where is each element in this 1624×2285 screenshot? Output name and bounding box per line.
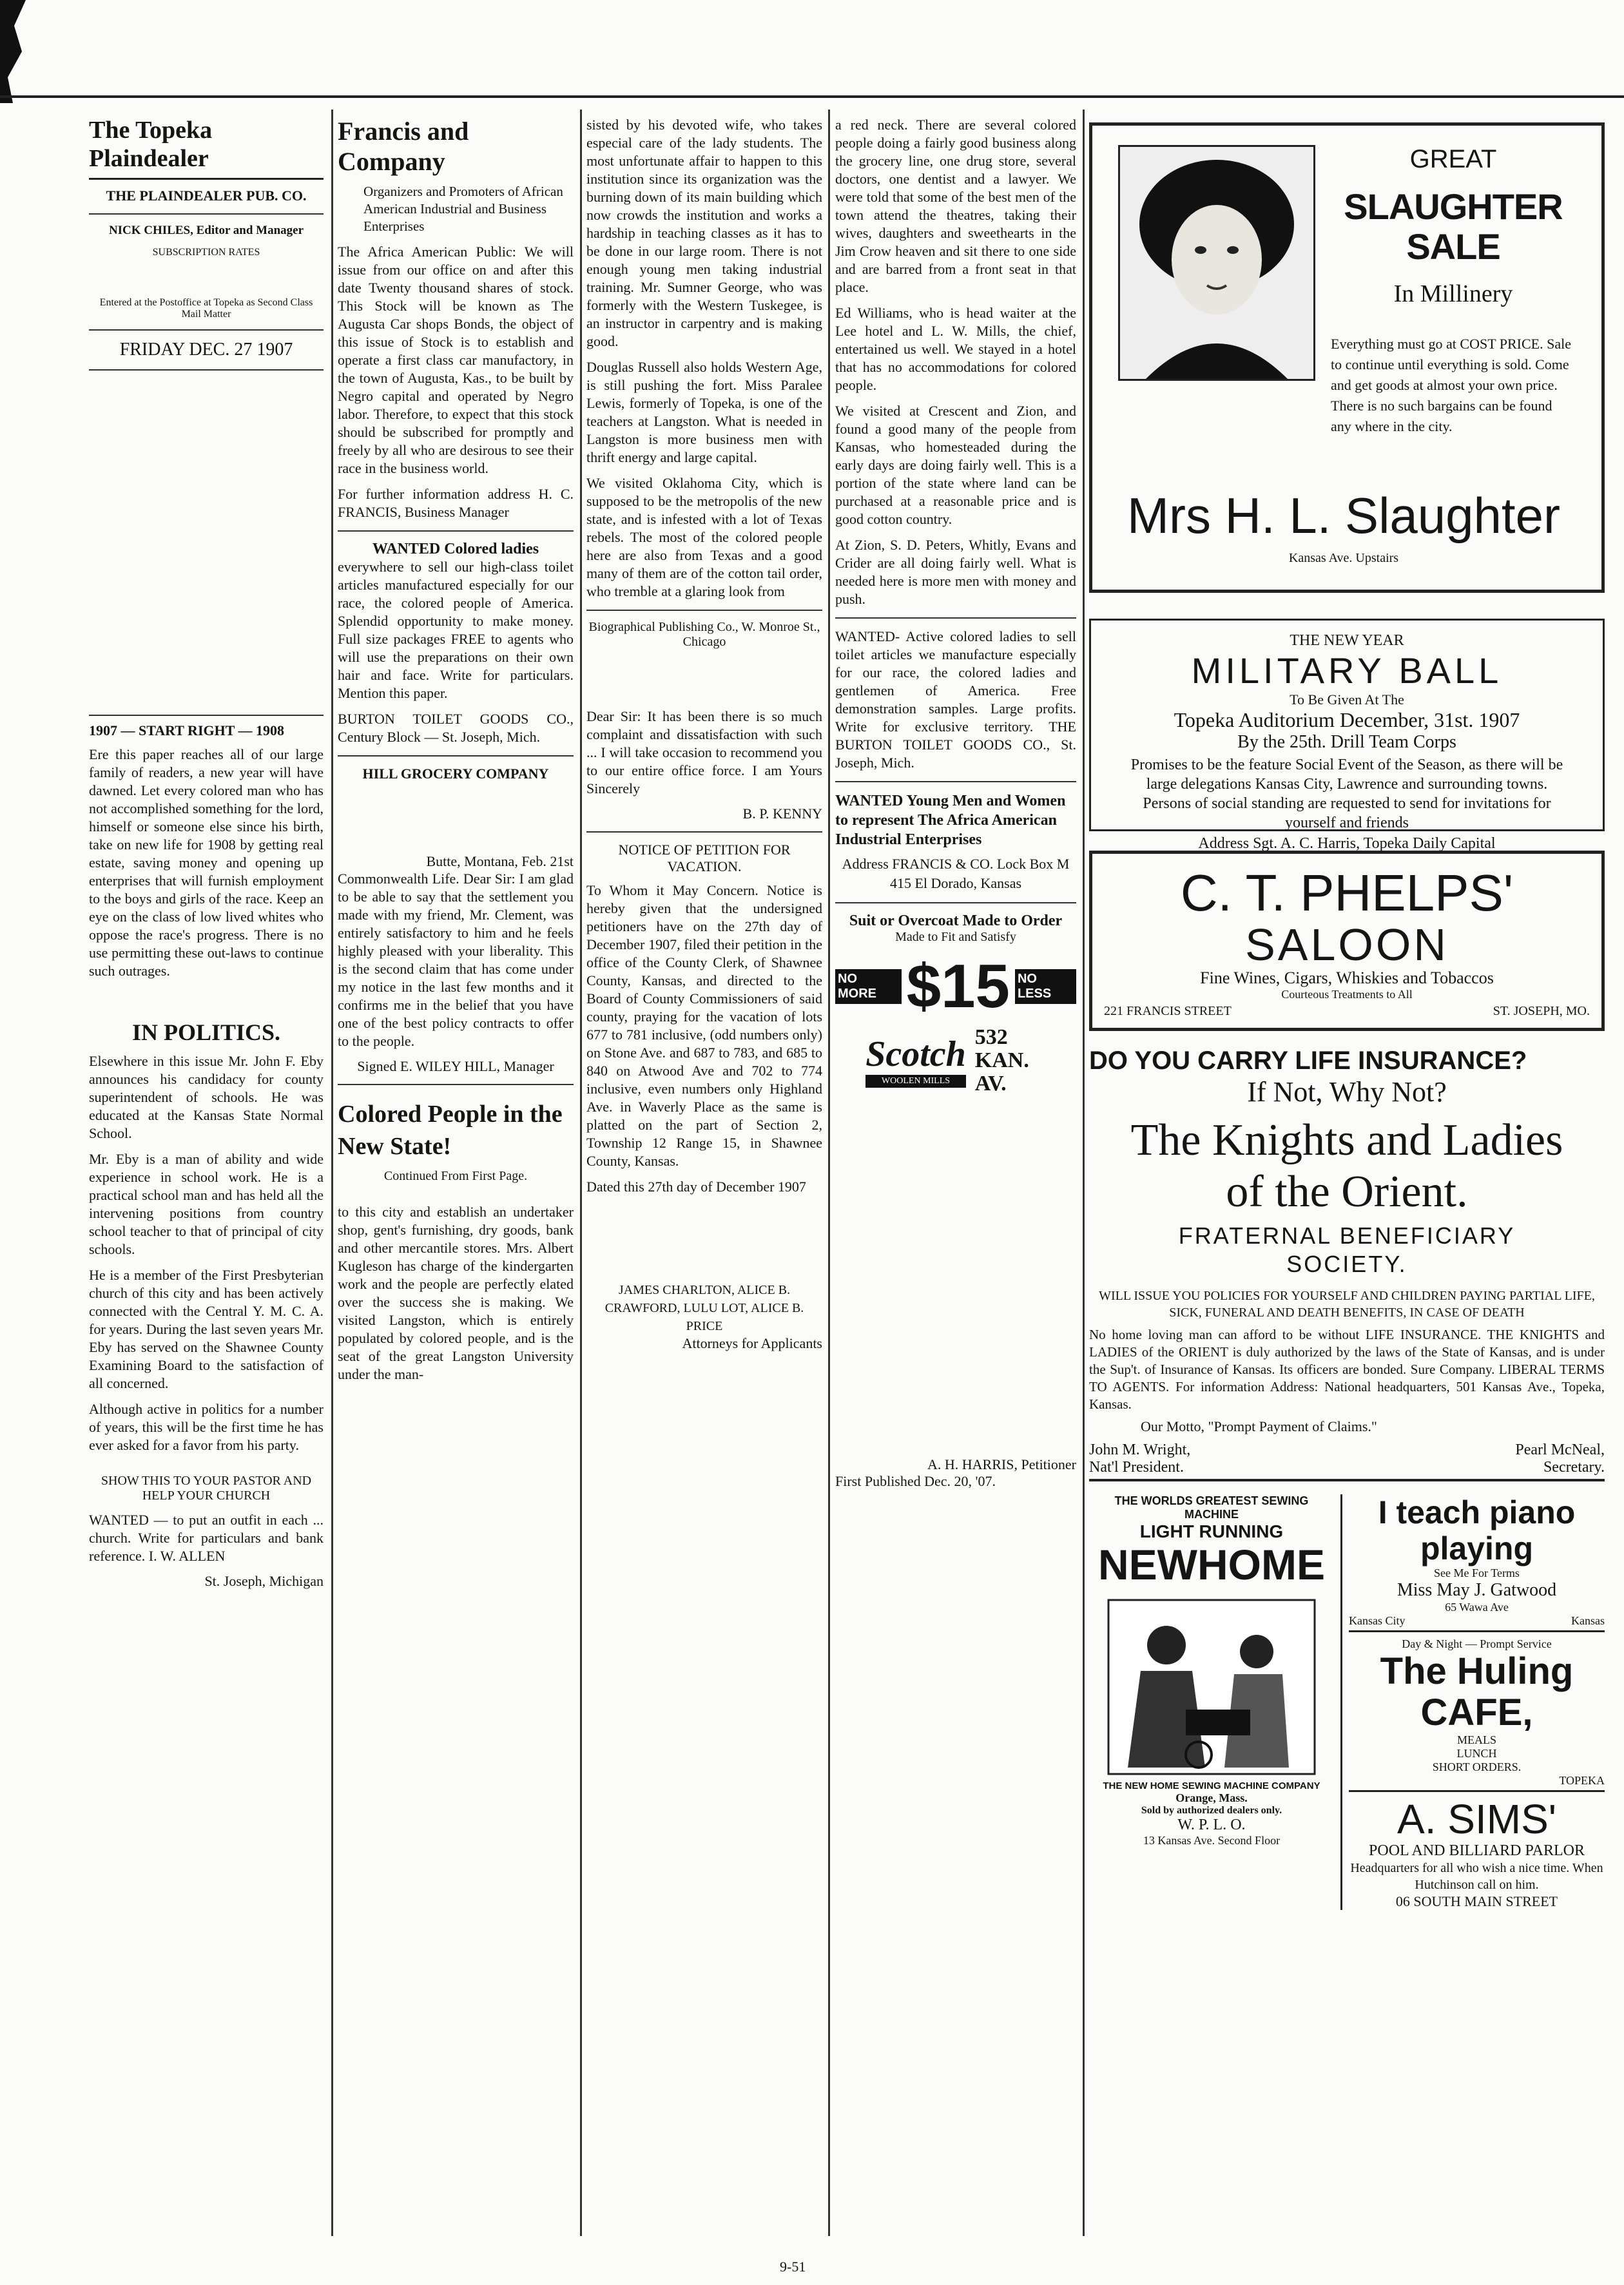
masthead: The Topeka Plaindealer — [89, 116, 324, 180]
oklahoma-body-2: a red neck. There are several colored people doing a fairly good business along the grocery line, one drug store, several doctors, one dentist and a lawyer. We were told that some of the best men of the town attend the theatres, taking their wives, daughters and sweethearts in the Jim Crow heaven and sit there to one side and are barred from a front seat in that place. — [835, 117, 1076, 295]
piano-heading: I teach piano playing — [1378, 1494, 1576, 1567]
price-value: $15 — [906, 952, 1010, 1021]
cafe-lunch: LUNCH — [1456, 1747, 1497, 1760]
sewing-heading: THE WORLDS GREATEST SEWING MACHINE — [1114, 1494, 1309, 1521]
ball-by: By the 25th. Drill Team Corps — [1237, 732, 1456, 752]
piano-address: 65 Wawa Ave — [1445, 1601, 1509, 1614]
sewing-machine-ad — [1089, 1494, 1334, 1910]
phelps-saloon-ad — [1089, 851, 1605, 1031]
column-4 — [835, 116, 1076, 1490]
politics-p4: Although active in politics for a number of years, this will be the first time he has ever asked for a favor from his party. — [89, 1401, 324, 1453]
portrait — [1118, 145, 1315, 381]
letter-signature: Signed E. WILEY HILL, Manager — [357, 1058, 554, 1074]
colored-heading: Colored People in the New State! — [338, 1101, 563, 1160]
cafe-city: TOPEKA — [1349, 1774, 1605, 1792]
letter-body: Commonwealth Life. Dear Sir: I am glad to be able to say that the settlement you made with my friend, Mr. Clement, was entirely satisfactory to him and he feels highly pleased with your liberality. This is the second claim that has come under my notice in the last few months and it confirms me in the belief that you have one of the best policy contracts to offer to the people. — [338, 871, 574, 1049]
grocery-heading: HILL GROCERY COMPANY — [362, 766, 549, 782]
president-title: Nat'l President. — [1089, 1459, 1184, 1476]
scotch-name: Scotch — [865, 1034, 966, 1074]
ball-body: Promises to be the feature Social Event of the Season, as there will be large delegations Kansas City, Lawrence and surrounding towns. Persons of social standing are requested to send for invitations for yourself and friends — [1130, 757, 1563, 831]
insurance-will-issue: WILL ISSUE YOU POLICIES FOR YOURSELF AND CHILDREN PAYING PARTIAL LIFE, SICK, FUNERAL AND DEATH BENEFITS, IN CASE OF DEATH — [1099, 1289, 1595, 1320]
scotch-address: 532 KAN. AV. — [974, 1025, 1029, 1095]
knights-heading: The Knights and Ladies — [1130, 1115, 1563, 1165]
oklahoma-body: We visited Oklahoma City, which is supposed to be the metropolis of the new state, and is infested with a lot of Texas rebels. The most of the colored people here are also from Texas and a good many of them are of the cotton tail order, who tremble at a glaring look from — [586, 475, 822, 599]
francis-heading: Francis and Company — [338, 117, 469, 176]
cafe-orders: SHORT ORDERS. — [1432, 1760, 1522, 1773]
start-right-heading: 1907 — START RIGHT — 1908 — [89, 722, 285, 738]
politics-p3: He is a member of the First Presbyterian church of this city and has been actively connected with the Central Y. M. C. A. for years. During the last seven years Mr. Eby has served on the Shawnee County Examining Board to the satisfaction of all concerned. — [89, 1267, 324, 1391]
entered-notice: Entered at the Postoffice at Topeka as Second Class Mail Matter — [99, 297, 313, 320]
start-right-body: Ere this paper reaches all of our large family of readers, a new year will have dawned. Let every colored man who has not accomplished something for the lord, himself or someone else since his birth, take on new life for 1908 by getting real estate, saving money and opening up enterprises that will furnish employment to the boys and girls of the race. Keep an eye on the class of low lived whites who oppose the race's progress. There is no use permitting these out-laws to continue such outrages. — [89, 746, 324, 979]
phelps-courtesy: Courteous Treatments to All — [1281, 988, 1413, 1001]
phelps-city: ST. JOSEPH, MO. — [1493, 1004, 1590, 1018]
zion-body: At Zion, S. D. Peters, Whitly, Evans and Crider are all doing fairly well. What is needed here is more men with money and push. — [835, 537, 1076, 607]
cafe-meals: MEALS — [1456, 1733, 1496, 1746]
slaughter-name: Mrs H. L. Slaughter — [1127, 487, 1560, 544]
ball-kicker: THE NEW YEAR — [1290, 632, 1404, 649]
sims-body: Headquarters for all who wish a nice time. When Hutchinson call on him. — [1350, 1861, 1603, 1892]
publication-signature: A. H. HARRIS, Petitioner — [927, 1456, 1076, 1472]
notice-date: Dated this 27th day of December 1907 — [586, 1179, 806, 1195]
issue-date: FRIDAY DEC. 27 1907 — [119, 340, 293, 360]
ball-give: To Be Given At The — [1290, 691, 1404, 708]
insurance-motto: Our Motto, "Prompt Payment of Claims." — [1141, 1418, 1377, 1434]
sims-name: A. SIMS' — [1397, 1796, 1556, 1842]
sewing-illustration — [1089, 1587, 1334, 1780]
scotch-sub: WOOLEN MILLS — [865, 1075, 966, 1088]
saloon-label: SALOON — [1245, 920, 1449, 970]
sims-sub: POOL AND BILLIARD PARLOR — [1369, 1842, 1585, 1859]
wanted-address: Address FRANCIS & CO. Lock Box M 415 El Dorado, Kansas — [842, 856, 1070, 891]
insurance-ad — [1089, 1046, 1605, 1481]
politics-heading: IN POLITICS. — [131, 1019, 281, 1045]
slaughter-address: Kansas Ave. Upstairs — [1288, 551, 1399, 565]
millinery-body: Everything must go at COST PRICE. Sale to continue until everything is sold. Come and get goods at almost your own price. There is no such bargains can be found any where in the city. — [1331, 336, 1571, 434]
piano-see: See Me For Terms — [1434, 1567, 1520, 1579]
sewing-location: Orange, Mass. — [1175, 1791, 1248, 1804]
slaughter-sale: SLAUGHTER SALE — [1344, 186, 1563, 267]
newhome-logo: NEWHOME — [1098, 1541, 1325, 1588]
piano-name: Miss May J. Gatwood — [1397, 1580, 1557, 1600]
price-no-more: NO MORE — [835, 969, 902, 1004]
continued-note: Continued From First Page. — [383, 1169, 528, 1183]
sewing-address: 13 Kansas Ave. Second Floor — [1143, 1834, 1281, 1847]
secretary-title: Secretary. — [1543, 1459, 1605, 1476]
sewing-company: THE NEW HOME SEWING MACHINE COMPANY — [1103, 1780, 1320, 1791]
wanted-outfit: WANTED — to put an outfit in each ... church. Write for particulars and bank reference. I. W. ALLEN — [89, 1512, 324, 1564]
wanted-signature: BURTON TOILET GOODS CO., Century Block — St. Joseph, Mich. — [338, 711, 574, 745]
suit-heading: Suit or Overcoat Made to Order — [849, 912, 1063, 929]
piano-state: Kansas — [1571, 1614, 1605, 1627]
price-banner — [835, 951, 1076, 1022]
secretary-name: Pearl McNeal, — [1515, 1441, 1605, 1458]
wanted-location: St. Joseph, Michigan — [204, 1573, 324, 1589]
sims-address: 06 SOUTH MAIN STREET — [1395, 1893, 1558, 1909]
column-3 — [586, 116, 822, 1352]
cafe-label: CAFE, — [1420, 1692, 1533, 1733]
notice-signers: JAMES CHARLTON, ALICE B. CRAWFORD, LULU LOT, ALICE B. PRICE — [604, 1283, 804, 1333]
small-ads — [1340, 1494, 1605, 1910]
orient-heading: of the Orient. — [1226, 1167, 1468, 1217]
military-ball-ad — [1089, 619, 1605, 852]
insurance-question-2: If Not, Why Not? — [1247, 1076, 1447, 1108]
sewing-dealer: W. P. L. O. — [1177, 1817, 1246, 1833]
wanted-active-ladies: WANTED- Active colored ladies to sell toilet articles we manufacture especially for our race, the colored ladies and gentlemen of America. Free demonstration samples. Large profits. Write for exclusive territory. THE BURTON TOILET GOODS CO., St. Joseph, Mich. — [835, 628, 1076, 771]
notice-attorneys: Attorneys for Applicants — [682, 1335, 822, 1351]
cafe-name: The Huling — [1380, 1650, 1574, 1692]
top-rule — [0, 95, 1624, 98]
ball-address: Address Sgt. A. C. Harris, Topeka Daily Capital — [1198, 835, 1496, 852]
sewing-light: LIGHT RUNNING — [1139, 1521, 1284, 1541]
publication-date: First Published Dec. 20, '07. — [835, 1473, 996, 1489]
langston-body-2: Douglas Russell also holds Western Age, is still pushing the fort. Miss Paralee Lewis, formerly of Topeka, is one of the teachers at Langston. What is needed in Langston is more business men with thrift energy and large capital. — [586, 359, 822, 465]
millinery-ad — [1089, 122, 1605, 593]
phelps-sub: Fine Wines, Cigars, Whiskies and Tobaccos — [1200, 969, 1494, 987]
editor-line: NICK CHILES, Editor and Manager — [108, 224, 304, 237]
phelps-address: 221 FRANCIS STREET — [1104, 1004, 1232, 1018]
column-1 — [89, 116, 324, 1590]
great-label: GREAT — [1409, 145, 1497, 173]
francis-sub: Organizers and Promoters of African American Industrial and Business Enterprises — [363, 184, 563, 234]
notice-heading: NOTICE OF PETITION FOR VACATION. — [618, 842, 791, 874]
folio: 9-51 — [780, 2259, 806, 2275]
piano-city: Kansas City — [1349, 1614, 1406, 1627]
millinery-label: In Millinery — [1393, 280, 1513, 307]
kenny-letter: Dear Sir: It has been there is so much complaint and dissatisfaction with such ... I will take occasion to recommend you to our entire office force. I am Yours Sincerely — [586, 708, 822, 796]
colored-body: to this city and establish an undertaker shop, gent's furnishing, dry goods, bank and other mercantile stores. Mrs. Albert Kugleson has charge of the kindergarten work and the people are perfectly elated over the success she is making. We visited Langston, which is entirely populated by colored people, and is the seat of the great Langston University under the man- — [338, 1204, 574, 1382]
kenny-signature: B. P. KENNY — [742, 805, 822, 822]
cafe-open: Day & Night — Prompt Service — [1402, 1637, 1552, 1650]
column-rule — [1083, 110, 1085, 2236]
francis-body: The Africa American Public: We will issue from our office on and after this date Twenty thousand shares of stock. This Stock will be known as The Augusta Car shops Bonds, the object of this issue of Stock is to establish and operate a first class car manufactory, in the town of Augusta, Kas., to be built by Negro capital and operated by Negro labor. Therefore, to expect that this stock should be subscribed for promptly and freely by all who are desirous to see their race in the business world. — [338, 244, 574, 476]
fraternal-label: FRATERNAL BENEFICIARY SOCIETY. — [1178, 1222, 1516, 1277]
column-rule — [331, 110, 333, 2236]
oklahoma-body-3: Ed Williams, who is head waiter at the Lee hotel and L. W. Mills, the chief, entertained us well. We stayed in a hotel that has no accommodations for colored people. — [835, 305, 1076, 393]
column-rule — [828, 110, 830, 2236]
sewing-sold: Sold by authorized dealers only. — [1141, 1805, 1282, 1816]
phelps-name: C. T. PHELPS' — [1180, 864, 1514, 921]
francis-contact: For further information address H. C. FRANCIS, Business Manager — [338, 486, 574, 520]
president-name: John M. Wright, — [1089, 1441, 1191, 1458]
scotch-logo — [835, 1026, 1076, 1095]
notice-body: To Whom it May Concern. Notice is hereby given that the undersigned petitioners have on the 27th day of December 1907, filed their petition in the office of the County Clerk, of Shawnee County, Kansas, and directed to the Board of County Commissioners of said county, praying for the vacation of lots 677 to 781 inclusive, (odd numbers only) on Stone Ave. and 687 to 783, and 685 to 840 on Atwood Ave and 702 to 774 inclusive, even numbers only Highland Ave. in Waverly Place as the same is platted on the part of Section 2, Township 12 Range 15, in Shawnee County, Kansas. — [586, 882, 822, 1169]
biog-publisher: Biographical Publishing Co., W. Monroe St., Chicago — [588, 620, 820, 649]
subscription-rates: SUBSCRIPTION RATES — [152, 247, 260, 258]
politics-p2: Mr. Eby is a man of ability and wide experience in school work. He is a practical school man and has held all the intervening positions from country school teacher to that of principal of city schools. — [89, 1151, 324, 1257]
price-no-less: NO LESS — [1015, 969, 1076, 1004]
crescent-body: We visited at Crescent and Zion, and found a good many of the people from Kansas, who homesteaded during the early days are doing fairly well. This is a portion of the state where land can be purchased at a reasonable price and is good cotton country. — [835, 403, 1076, 527]
publisher: THE PLAINDEALER PUB. CO. — [106, 188, 307, 204]
column-2 — [338, 116, 574, 1391]
column-rule — [580, 110, 582, 2236]
right-section — [1089, 122, 1605, 1910]
letter-location: Butte, Montana, Feb. 21st — [426, 853, 574, 869]
wanted-young-men: WANTED Young Men and Women to represent The Africa American Industrial Enterprises — [835, 793, 1066, 848]
insurance-no-home: No home loving man can afford to be without LIFE INSURANCE. THE KNIGHTS and LADIES of the ORIENT is duly authorized by the laws of the State of Kansas, and is under the Sup't. of Insurance of Kansas. Its officers are bonded. Sure Company. LIBERAL TERMS TO AGENTS. For information Address: National headquarters, 501 Kansas Ave., Topeka, Kansas. — [1089, 1327, 1605, 1412]
insurance-question: DO YOU CARRY LIFE INSURANCE? — [1089, 1046, 1527, 1075]
show-pastor-heading: SHOW THIS TO YOUR PASTOR AND HELP YOUR CHURCH — [101, 1474, 312, 1503]
ball-heading: MILITARY BALL — [1191, 650, 1503, 691]
faded-notices — [89, 380, 324, 716]
wanted-body: everywhere to sell our high-class toilet articles manufactured especially for our race, the colored people of America. Splendid opportunity to make money. Full size packages FREE to agents who will use the preparations on their own hair and face. Write for particulars. Mention this paper. — [338, 559, 574, 701]
wanted-heading: WANTED Colored ladies — [372, 541, 539, 557]
suit-sub: Made to Fit and Satisfy — [895, 930, 1016, 944]
langston-body-1: sisted by his devoted wife, who takes especial care of the lady students. The most unfortunate affair to happen to this institution since its organization was the burning down of its main building which now crowds the institution and works a hardship in teaching classes as it has to be done in our large room. There is not enough young men taking industrial training. Mr. Sumner George, who was formerly with the Western Tuskegee, is an instructor in carpentry and is making good. — [586, 117, 822, 349]
ball-where: Topeka Auditorium December, 31st. 1907 — [1174, 708, 1520, 731]
politics-p1: Elsewhere in this issue Mr. John F. Eby announces his candidacy for county superintendent of schools. He was educated at the Kansas State Normal School. — [89, 1053, 324, 1141]
torn-corner — [0, 0, 39, 103]
